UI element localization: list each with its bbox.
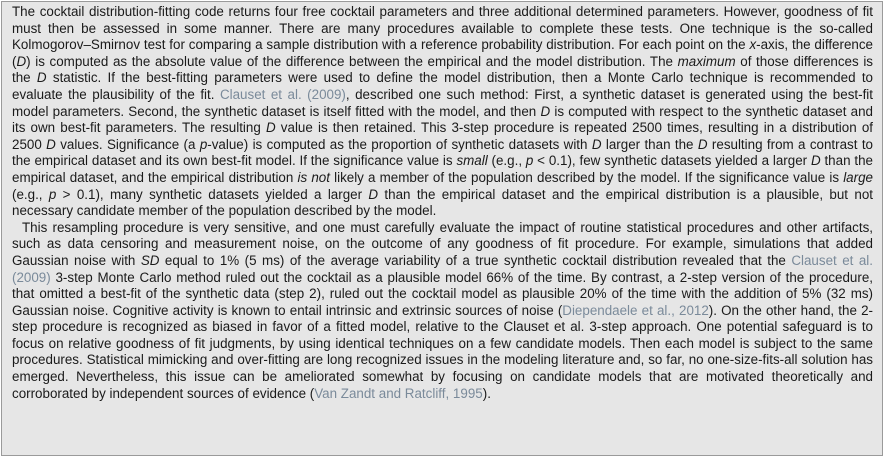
text-run: values. Significance (a: [55, 136, 200, 152]
italic-term: D: [810, 153, 821, 169]
text-run: (e.g.,: [12, 186, 49, 202]
italic-term: p: [525, 153, 534, 169]
text-run: ). On the other hand, the 2-step procedure is recognized as biased in favor of a fitted model, relative to the Clauset et al. 3-step approach. One potential safeguard is to focus on relative goodness of fit judgments, by using identical techniques on a few candidate models. Then each model is subject to the same procedures. Statistical mimicking and over-fitting are long recognized issues in the modeling literature and, so far, no one-size-fits-all solution has emerged. Nevertheless, this issue can be ameliorated somewhat by focusing on candidate models that are motivated theoretically and corroborated by independent sources of evidence (: [12, 302, 873, 401]
italic-term: D: [16, 53, 27, 69]
italic-term: p: [48, 186, 57, 202]
italic-term: is not: [297, 169, 330, 185]
italic-term: D: [591, 136, 602, 152]
text-run: ) is computed as the absolute value of the difference between the empirical and the model distribution. The: [26, 53, 678, 69]
text-run: value is then retained. This 3-step procedure is repeated 2500 times, resulting in a distribution of 2500: [12, 120, 873, 152]
italic-term: D: [36, 70, 47, 86]
italic-term: D: [265, 120, 276, 136]
text-run: is computed with respect to the synthetic dataset and its own best-fit parameters. The resulting: [12, 103, 874, 136]
text-run: than the empirical dataset and the empirical distribution is a plausible, but not necessary candidate member of the population described by the model.: [12, 186, 873, 219]
text-run: ).: [482, 385, 491, 401]
text-run: larger than the: [601, 136, 698, 152]
text-run: > 0.1), many synthetic datasets yielded a larger: [56, 186, 369, 202]
italic-term: SD: [140, 252, 160, 268]
citation-link: Diependaele et al., 2012: [562, 302, 709, 318]
text-run: equal to 1% (5 ms) of the average variability of a true synthetic cocktail distribution revealed that the: [159, 252, 792, 268]
text-run: -axis, the difference (: [12, 37, 873, 69]
text-run: This resampling procedure is very sensitive, and one must carefully evaluate the impact of routine statistical procedures and other artifacts, such as data censoring and measurement noise, on the outcome of any goodness of fit procedure. For example, simulations that added Gaussian noise with: [12, 219, 873, 268]
text-run: than the empirical dataset, and the empirical distribution: [12, 153, 873, 185]
text-run: 3-step Monte Carlo method ruled out the cocktail as a plausible model 66% of the time. By contrast, a 2-step version of the procedure, that omitted a best-fit of the synthetic data (step 2), ruled out the cocktail model as plausible 20% of the time with the addition of 5% (32 ms) Gaussian noise. Cognitive activity is known to entail intrinsic and extrinsic sources of noise (: [12, 269, 873, 318]
text-run: , described one such method: First, a synthetic dataset is generated using the best-fit model parameters. Second, the synthetic dataset is itself fitted with the model, and then: [12, 86, 873, 119]
italic-term: D: [540, 103, 551, 119]
italic-term: D: [697, 136, 708, 152]
italic-term: maximum: [677, 53, 736, 69]
paragraph-1: [12, 4, 873, 220]
text-box: [1, 1, 883, 456]
text-run: statistic. If the best-fitting parameters were used to define the model distribution, then a Monte Carlo technique is recommended to evaluate the plausibility of the fit.: [12, 70, 873, 102]
citation-link: Van Zandt and Ratcliff, 1995: [314, 385, 483, 401]
italic-term: p: [199, 136, 208, 152]
paragraph-2: [12, 220, 873, 403]
italic-term: D: [368, 186, 379, 202]
citation-link: Clauset et al. (2009): [12, 252, 874, 285]
italic-term: x: [749, 37, 757, 53]
text-run: The cocktail distribution-fitting code returns four free cocktail parameters and three additional determined parameters. However, goodness of fit must then be assessed in some manner. There are many procedures available to complete these tests. One technique is the so-called Kolmogorov–Smirnov test for comparing a sample distribution with a reference probability distribution. For each point on the: [12, 4, 873, 53]
italic-term: D: [46, 136, 56, 152]
citation-link: Clauset et al. (2009): [219, 86, 346, 102]
text-run: (e.g.,: [487, 153, 526, 169]
text-run: resulting from a contrast to the empirical dataset and its own best-fit model. If the significance value is: [12, 136, 874, 169]
italic-term: small: [456, 153, 488, 169]
text-run: of those differences is the: [12, 53, 873, 86]
text-run: -value) is computed as the proportion of synthetic datasets with: [207, 136, 592, 152]
italic-term: large: [843, 169, 873, 185]
text-run: likely a member of the population described by the model. If the significance value is: [329, 169, 844, 185]
text-run: < 0.1), few synthetic datasets yielded a larger: [533, 153, 811, 169]
